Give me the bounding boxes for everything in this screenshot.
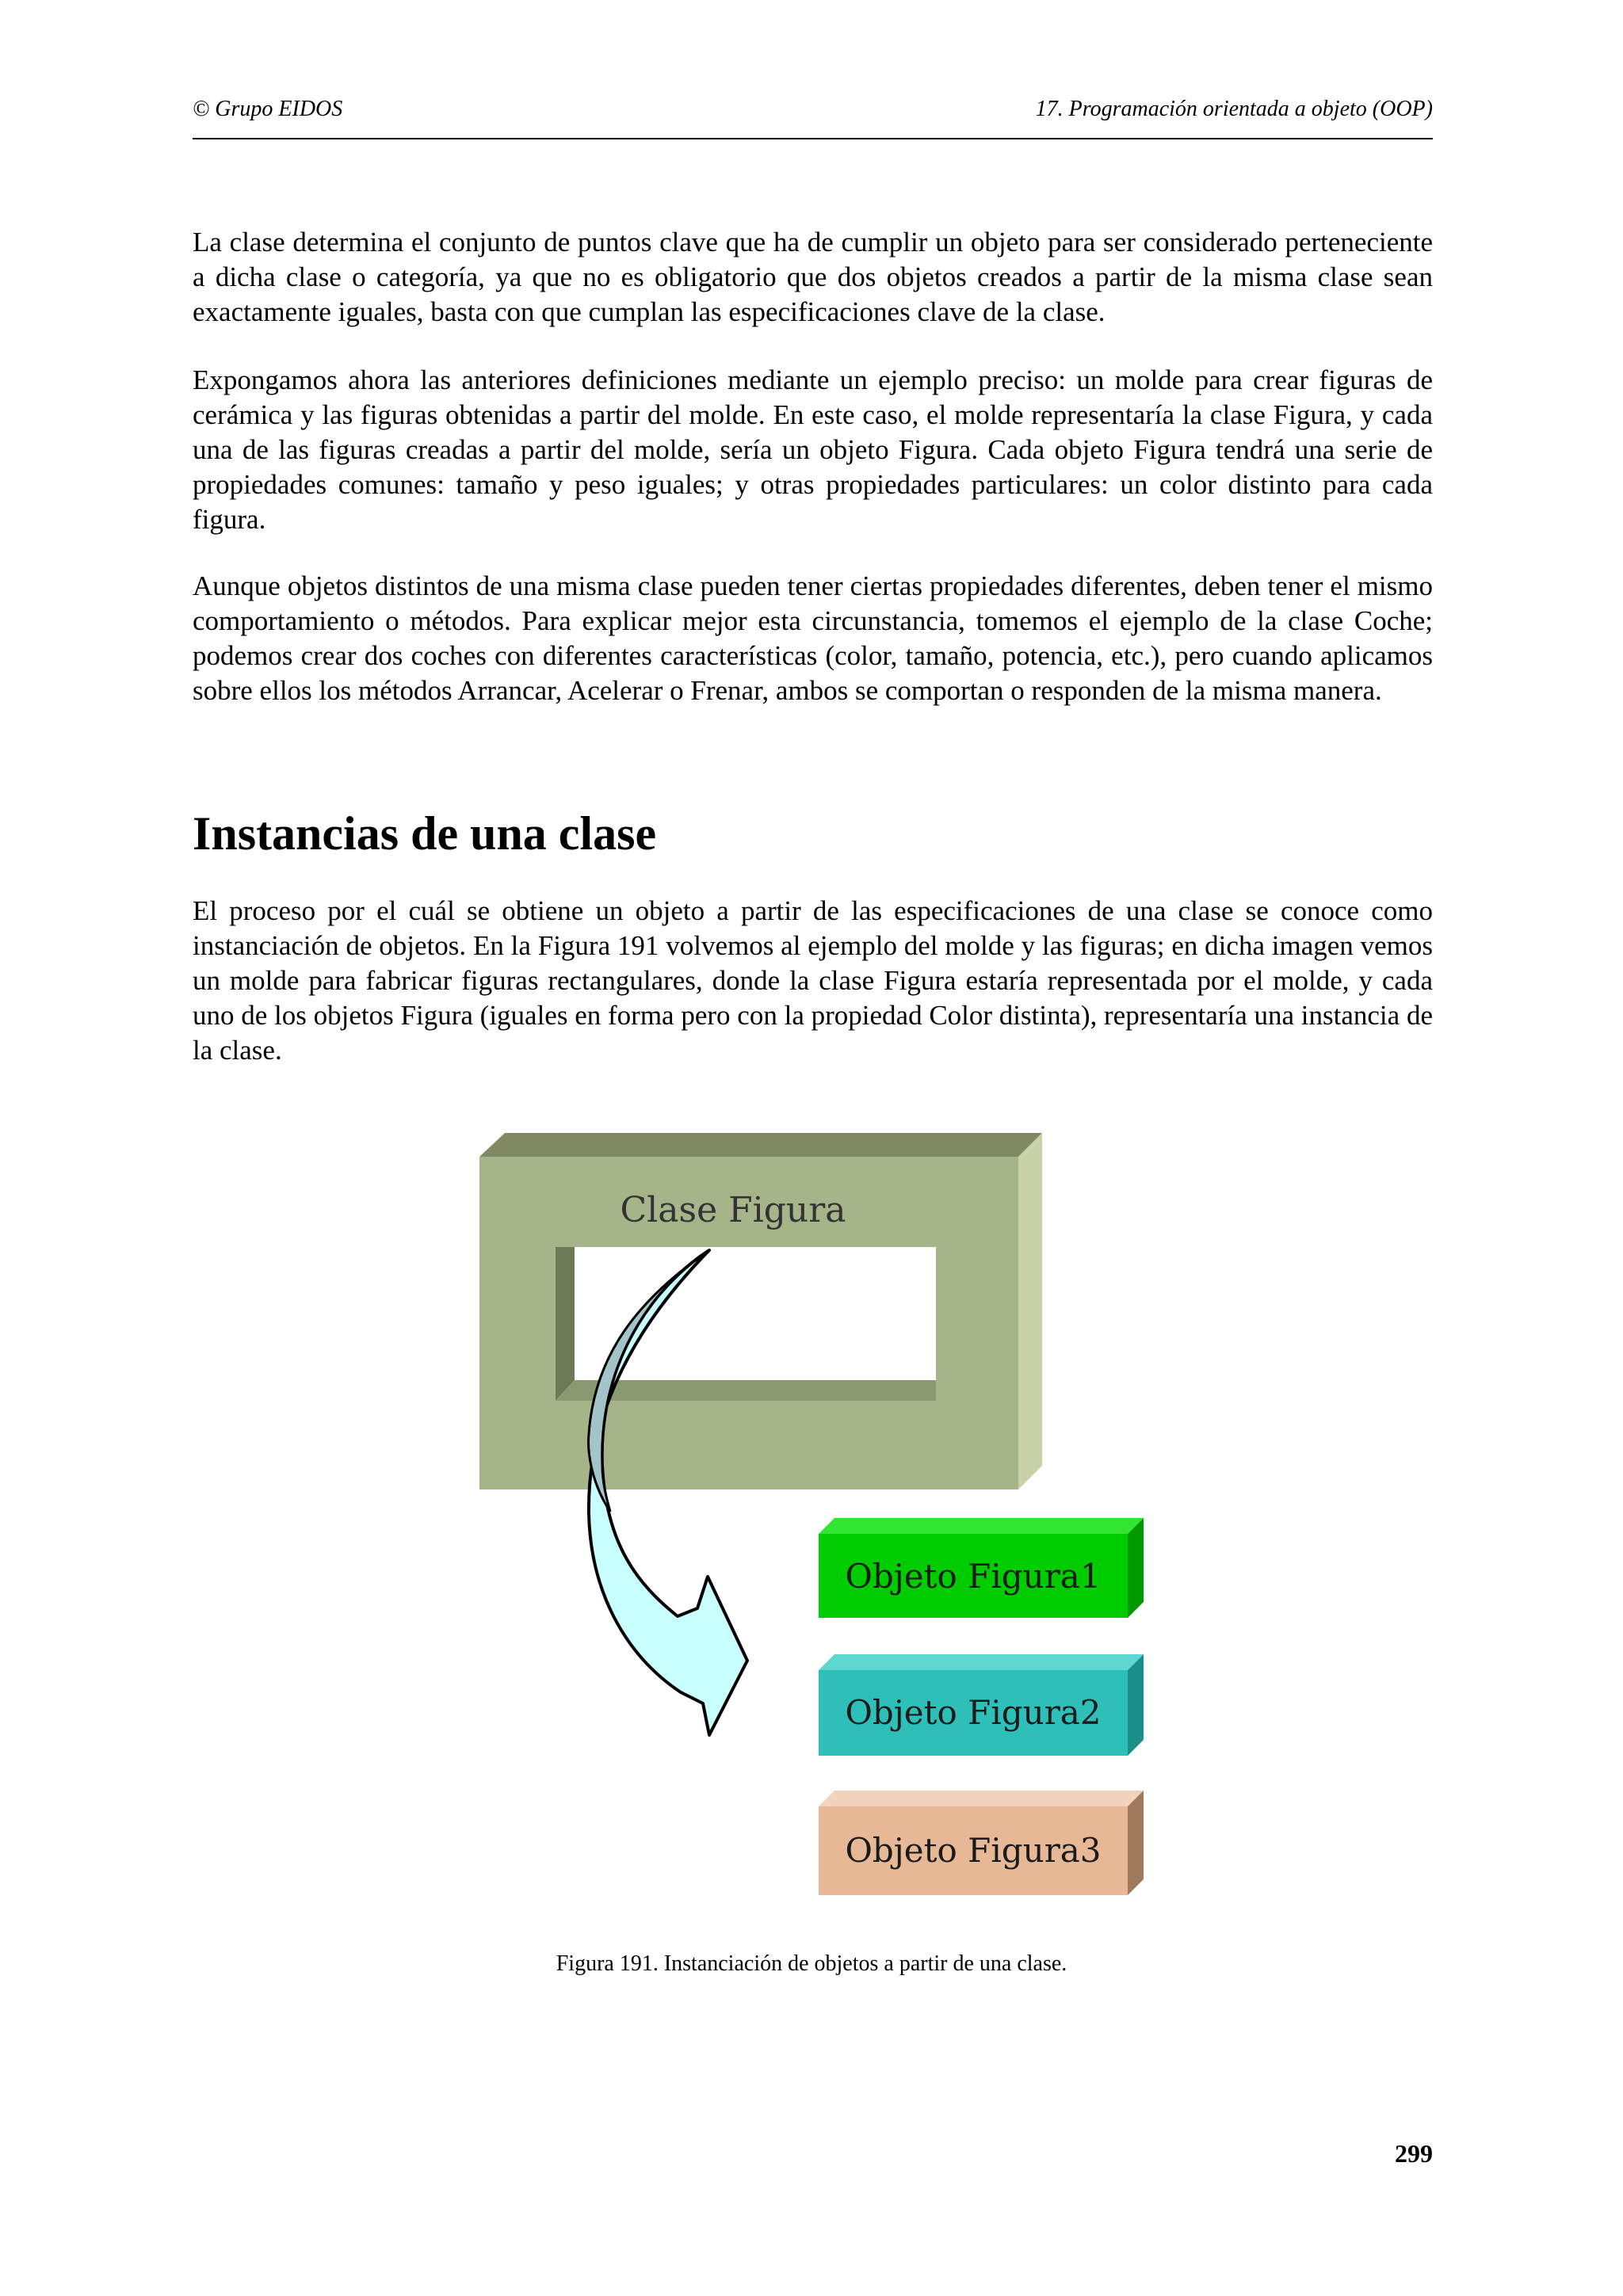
running-header-left: © Grupo EIDOS [193, 97, 343, 121]
object-figura-2 [819, 1654, 1144, 1756]
page-number: 299 [1395, 2139, 1433, 2168]
section-paragraph: El proceso por el cuál se obtiene un objeto a partir de las especificaciones de una clase se conoce como instanciación de objetos. En la Figura 191 volvemos al ejemplo del molde y las figuras; en dicha imagen vemos un molde para fabricar figuras rectangulares, donde la clase Figura estaría representada por el molde, y cada uno de los objetos Figura (iguales en forma pero con la propiedad Color distinta), representaría una instancia de la clase. [193, 895, 1433, 1066]
object-1-label: Objeto Figura1 [845, 1557, 1102, 1596]
body-paragraph-2: Expongamos ahora las anteriores definiciones mediante un ejemplo preciso: un molde para crear figuras de cerámica y las figuras obtenidas a partir del molde. En este caso, el molde representaría la clase Figura, y cada una de las figuras creadas a partir del molde, sería un objeto Figura. Cada objeto Figura tendrá una serie de propiedades comunes: tamaño y peso iguales; y otras propiedades particulares: un color distinto para cada figura. [193, 364, 1433, 535]
figure-caption: Figura 191. Instanciación de objetos a partir de una clase. [556, 1951, 1067, 1976]
object-figura-3 [819, 1791, 1144, 1895]
object-3-label: Objeto Figura3 [845, 1831, 1102, 1870]
header-divider [193, 138, 1433, 139]
object-figura-1 [819, 1518, 1144, 1618]
instantiation-figure [472, 1133, 1161, 1925]
object-2-label: Objeto Figura2 [845, 1693, 1102, 1732]
body-paragraph-3: Aunque objetos distintos de una misma clase pueden tener ciertas propiedades diferentes, deben tener el mismo comportamiento o métodos. Para explicar mejor esta circunstancia, tomemos el ejemplo de la clase Coche; podemos crear dos coches con diferentes características (color, tamaño, potencia, etc.), pero cuando aplicamos sobre ellos los métodos Arrancar, Acelerar o Frenar, ambos se comportan o responden de la misma manera. [193, 570, 1433, 706]
mold-frame [479, 1133, 1042, 1489]
body-paragraph-1: La clase determina el conjunto de puntos clave que ha de cumplir un objeto para ser considerado perteneciente a dicha clase o categoría, ya que no es obligatorio que dos objetos creados a partir de la misma clase sean exactamente iguales, basta con que cumplan las especificaciones clave de la clase. [193, 227, 1433, 327]
mold-label: Clase Figura [620, 1190, 846, 1230]
running-header-right: 17. Programación orientada a objeto (OOP) [1035, 97, 1433, 121]
section-heading: Instancias de una clase [193, 807, 657, 860]
